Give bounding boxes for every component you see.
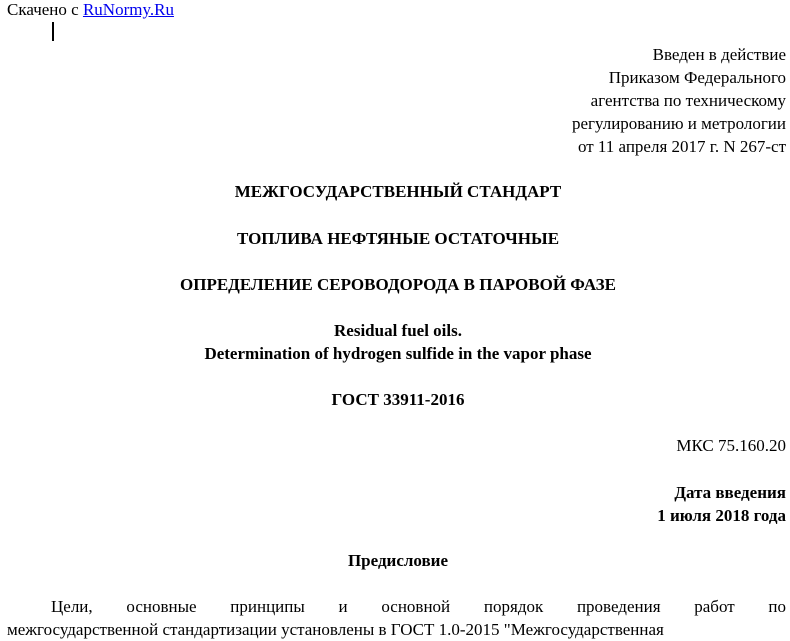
title-line-1: ТОПЛИВА НЕФТЯНЫЕ ОСТАТОЧНЫЕ — [236, 229, 560, 248]
foreword-heading: Предисловие — [347, 551, 449, 570]
enactment-block — [572, 43, 786, 158]
enactment-line: агентства по техническому — [590, 91, 786, 110]
enactment-line: Введен в действие — [652, 45, 786, 64]
download-note — [7, 0, 174, 21]
enactment-line: от 11 апреля 2017 г. N 267-ст — [577, 137, 786, 156]
text-cursor — [52, 22, 54, 41]
title-line-2: ОПРЕДЕЛЕНИЕ СЕРОВОДОРОДА В ПАРОВОЙ ФАЗЕ — [180, 275, 616, 294]
intro-date-value: 1 июля 2018 года — [657, 506, 786, 525]
enactment-line: Приказом Федерального — [608, 68, 786, 87]
intro-date-label: Дата введения — [674, 483, 786, 502]
english-title-line-1: Residual fuel oils. — [334, 321, 462, 340]
mks-code: МКС 75.160.20 — [676, 436, 786, 455]
download-note-prefix: Скачено с — [7, 0, 83, 19]
foreword-line: межгосударственной стандартизации установлены в ГОСТ 1.0-2015 "Межгосударственная — [7, 620, 664, 639]
foreword-line: Цели, основные принципы и основной порядок проведения работ по — [51, 597, 786, 616]
runormy-link[interactable]: RuNormy.Ru — [82, 0, 174, 19]
enactment-line: регулированию и метрологии — [571, 114, 786, 133]
english-title-line-2: Determination of hydrogen sulfide in the vapor phase — [204, 344, 592, 363]
foreword-paragraph — [7, 595, 786, 641]
gost-number: ГОСТ 33911-2016 — [331, 390, 465, 409]
standard-type: МЕЖГОСУДАРСТВЕННЫЙ СТАНДАРТ — [234, 182, 562, 201]
